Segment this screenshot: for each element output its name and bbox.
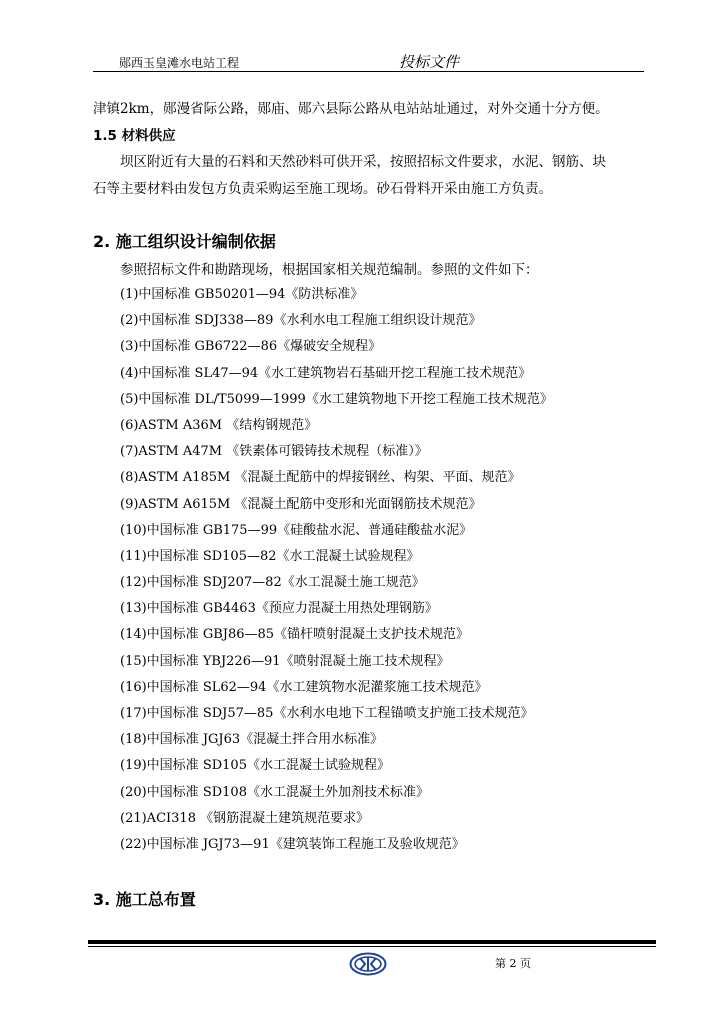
- reference-list: [120, 285, 553, 861]
- company-logo-icon: [349, 952, 387, 976]
- reference-item: (15)中国标准 YBJ226—91《喷射混凝土施工技术规程》: [120, 653, 450, 669]
- reference-item: (6)ASTM A36M 《结构钢规范》: [120, 417, 318, 433]
- section-3-heading: 3. 施工总布置: [93, 890, 196, 909]
- reference-item: (5)中国标准 DL/T5099—1999《水工建筑物地下开挖工程施工技术规范》: [120, 391, 553, 407]
- reference-item: (18)中国标准 JGJ63《混凝土拌合用水标准》: [120, 732, 384, 748]
- header-divider: [93, 71, 644, 72]
- header-document-type: 投标文件: [399, 53, 460, 71]
- reference-item: (21)ACI318 《钢筋混凝土建筑规范要求》: [120, 810, 370, 826]
- reference-item: (10)中国标准 GB175—99《硅酸盐水泥、普通硅酸盐水泥》: [120, 522, 473, 538]
- footer-divider-thick: [88, 940, 656, 944]
- reference-item: (2)中国标准 SDJ338—89《水利水电工程施工组织设计规范》: [120, 313, 482, 329]
- reference-item: (4)中国标准 SL47—94《水工建筑物岩石基础开挖工程施工技术规范》: [120, 365, 532, 381]
- section-1-5-paragraph-line-1: 坝区附近有大量的石料和天然砂料可供开采，按照招标文件要求，水泥、钢筋、块: [120, 154, 606, 170]
- reference-item: (7)ASTM A47M 《铁素体可锻铸技术规程（标准）》: [120, 444, 428, 460]
- reference-item: (12)中国标准 SDJ207—82《水工混凝土施工规范》: [120, 575, 425, 591]
- reference-item: (1)中国标准 GB50201—94《防洪标准》: [120, 287, 364, 302]
- reference-item: (17)中国标准 SDJ57—85《水利水电地下工程锚喷支护施工技术规范》: [120, 706, 534, 721]
- body-continuation-line: 津镇2km，郧漫省际公路，郧庙、郧六县际公路从电站站址通过，对外交通十分方便。: [93, 101, 609, 117]
- reference-item: (8)ASTM A185M 《混凝土配筋中的焊接钢丝、构架、平面、规范》: [120, 470, 521, 486]
- section-1-5-heading: 1.5 材料供应: [93, 128, 176, 144]
- reference-item: (11)中国标准 SD105—82《水工混凝土试验规程》: [120, 548, 420, 564]
- header-project-name: 郧西玉皇滩水电站工程: [119, 56, 240, 70]
- reference-item: (22)中国标准 JGJ73—91《建筑装饰工程施工及验收规范》: [120, 836, 465, 852]
- section-2-intro: 参照招标文件和勘踏现场，根据国家相关规范编制。参照的文件如下：: [120, 262, 539, 278]
- section-2-heading: 2. 施工组织设计编制依据: [93, 232, 276, 251]
- reference-item: (20)中国标准 SD108《水工混凝土外加剂技术标准》: [120, 784, 429, 800]
- reference-item: (14)中国标准 GBJ86—85《锚杆喷射混凝土支护技术规范》: [120, 627, 470, 643]
- footer-divider-thin: [88, 946, 656, 947]
- reference-item: (13)中国标准 GB4463《预应力混凝土用热处理钢筋》: [120, 601, 438, 617]
- reference-item: (3)中国标准 GB6722—86《爆破安全规程》: [120, 339, 382, 355]
- reference-item: (19)中国标准 SD105《水工混凝土试验规程》: [120, 758, 390, 774]
- reference-item: (9)ASTM A615M 《混凝土配筋中变形和光面钢筋技术规范》: [120, 496, 482, 512]
- section-1-5-paragraph-line-2: 石等主要材料由发包方负责采购运至施工现场。砂石骨料开采由施工方负责。: [93, 181, 552, 197]
- page-number: 第 2 页: [495, 957, 531, 970]
- reference-item: (16)中国标准 SL62—94《水工建筑物水泥灌浆施工技术规范》: [120, 679, 488, 695]
